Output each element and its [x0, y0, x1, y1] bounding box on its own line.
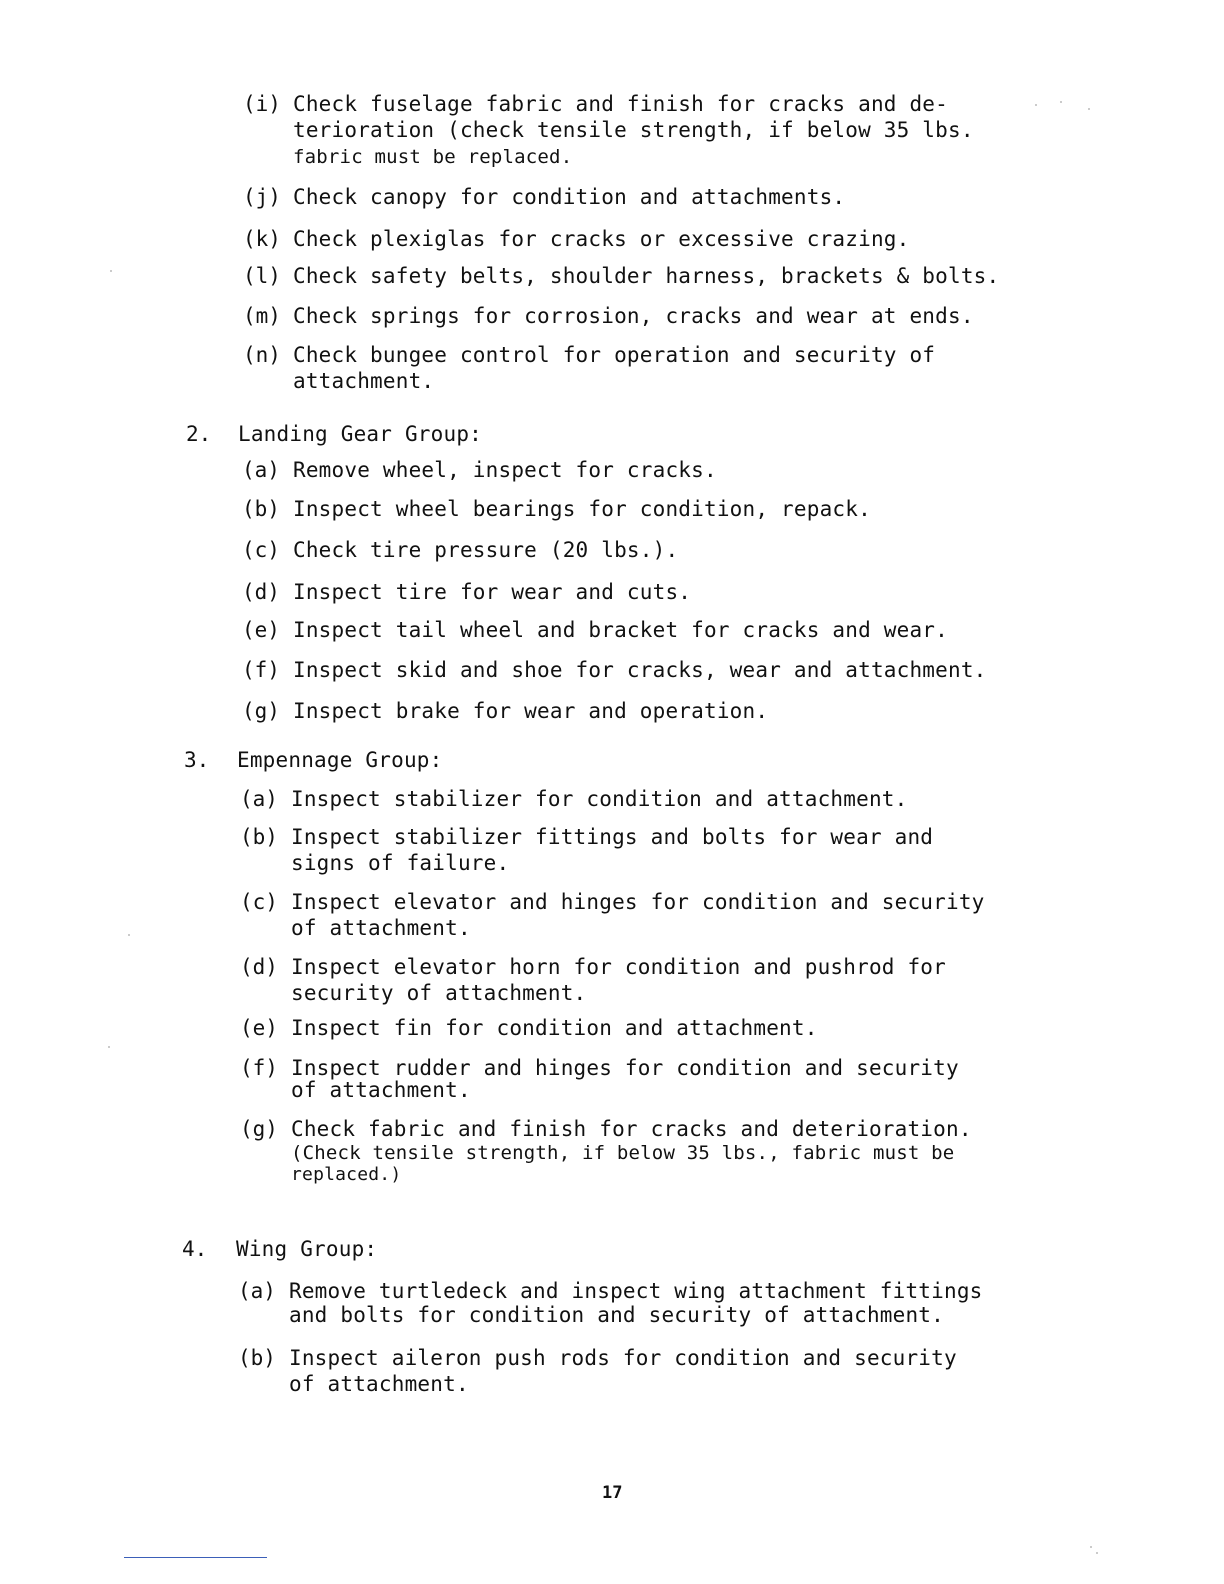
scan-speck — [1096, 1552, 1098, 1554]
scan-speck — [1088, 108, 1090, 110]
item-label: (f) — [240, 1056, 278, 1080]
item-label: (e) — [242, 618, 280, 642]
item-label: (k) — [243, 227, 281, 251]
item-text-line: Inspect fin for condition and attachment. — [291, 1016, 818, 1040]
item-text-line: Check canopy for condition and attachments. — [293, 185, 846, 209]
item-label: (b) — [242, 497, 280, 521]
item-text-line: Inspect skid and shoe for cracks, wear and attachment. — [293, 658, 987, 682]
scan-speck — [1060, 101, 1062, 103]
item-label: (b) — [240, 825, 278, 849]
item-label: (j) — [243, 185, 281, 209]
item-text-line: Inspect stabilizer for condition and attachment. — [291, 787, 908, 811]
item-label: (c) — [240, 890, 278, 914]
item-text-line: Inspect tail wheel and bracket for cracks and wear. — [293, 618, 948, 642]
page-number: 17 — [602, 1483, 623, 1503]
item-text-line: Inspect brake for wear and operation. — [293, 699, 769, 723]
item-text-line: security of attachment. — [291, 981, 587, 1005]
item-label: (a) — [238, 1279, 276, 1303]
item-label: (b) — [238, 1346, 276, 1370]
item-text-line: replaced.) — [291, 1164, 402, 1185]
item-text-line: of attachment. — [289, 1372, 469, 1396]
item-label: (i) — [243, 92, 281, 116]
item-text-line: of attachment. — [291, 1078, 471, 1102]
item-label: (d) — [240, 955, 278, 979]
item-text-line: terioration (check tensile strength, if below 35 lbs. — [293, 118, 974, 142]
footer-rule — [124, 1557, 267, 1558]
item-text-line: fabric must be replaced. — [293, 146, 573, 168]
item-text-line: Inspect stabilizer fittings and bolts for wear and — [291, 825, 934, 849]
section-title: Wing Group: — [236, 1237, 378, 1261]
section-number: 2. — [186, 422, 212, 446]
item-label: (a) — [242, 458, 280, 482]
item-label: (e) — [240, 1016, 278, 1040]
item-label: (c) — [242, 538, 280, 562]
item-text-line: attachment. — [293, 369, 435, 393]
item-label: (g) — [240, 1117, 278, 1141]
item-text-line: Inspect elevator and hinges for condition and security — [291, 890, 985, 914]
item-text-line: Inspect rudder and hinges for condition and security — [291, 1056, 959, 1080]
item-text-line: of attachment. — [291, 916, 471, 940]
item-text-line: Inspect aileron push rods for condition and security — [289, 1346, 957, 1370]
section-title: Landing Gear Group: — [238, 422, 483, 446]
item-text-line: (Check tensile strength, if below 35 lbs., fabric must be — [291, 1142, 955, 1164]
item-text-line: and bolts for condition and security of attachment. — [289, 1303, 944, 1327]
item-text-line: Check safety belts, shoulder harness, brackets & bolts. — [293, 264, 1000, 288]
item-text-line: Remove turtledeck and inspect wing attachment fittings — [289, 1279, 983, 1303]
item-text-line: Inspect elevator horn for condition and pushrod for — [291, 955, 946, 979]
item-label: (l) — [243, 264, 281, 288]
scan-speck — [1090, 1546, 1092, 1548]
item-text-line: Check springs for corrosion, cracks and wear at ends. — [293, 304, 974, 328]
item-label: (f) — [242, 658, 280, 682]
item-text-line: Inspect tire for wear and cuts. — [293, 580, 692, 604]
scan-speck — [128, 934, 130, 936]
scan-speck — [110, 270, 112, 272]
scan-speck — [1035, 104, 1037, 106]
item-text-line: Check tire pressure (20 lbs.). — [293, 538, 679, 562]
item-text-line: Check bungee control for operation and security of — [293, 343, 936, 367]
item-text-line: Check fabric and finish for cracks and deterioration. — [291, 1117, 972, 1141]
section-number: 3. — [184, 748, 210, 772]
item-label: (d) — [242, 580, 280, 604]
item-text-line: Check fuselage fabric and finish for cracks and de- — [293, 92, 948, 116]
item-label: (m) — [243, 304, 281, 328]
section-number: 4. — [182, 1237, 208, 1261]
item-text-line: signs of failure. — [291, 851, 510, 875]
item-label: (n) — [243, 343, 281, 367]
item-text-line: Inspect wheel bearings for condition, repack. — [293, 497, 871, 521]
section-title: Empennage Group: — [237, 748, 443, 772]
item-text-line: Check plexiglas for cracks or excessive crazing. — [293, 227, 910, 251]
item-label: (a) — [240, 787, 278, 811]
item-text-line: Remove wheel, inspect for cracks. — [293, 458, 717, 482]
item-label: (g) — [242, 699, 280, 723]
scan-speck — [108, 1046, 110, 1048]
